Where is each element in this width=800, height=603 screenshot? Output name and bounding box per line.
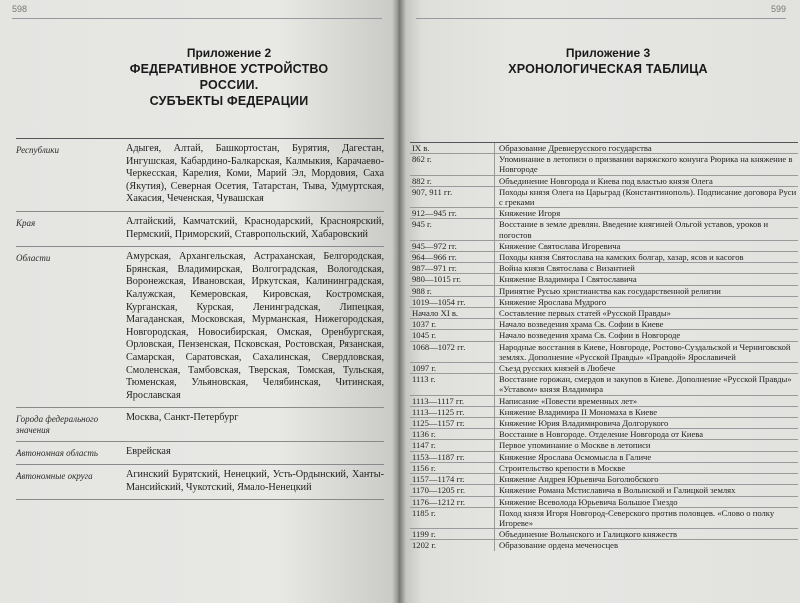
chronology-date: 907, 911 гг. xyxy=(412,186,453,197)
subject-list: Адыгея, Алтай, Башкортостан, Бурятия, Дагестан, Ингушская, Кабардино-Балкарская, Калмыкия, Карачаево-Черкесская, Карелия, Коми, Марий Эл, Мордовия, Саха (Якутия), Северная Осетия, Татарстан, Тыва, Удмуртская, Хакасия, Чеченская, Чувашская xyxy=(126,143,384,205)
left-heading xyxy=(120,46,338,109)
subject-list: Алтайский, Камчатский, Краснодарский, Красноярский, Пермский, Приморский, Ставропольский, Хабаровский xyxy=(126,215,384,240)
chronology-event: Составление первых статей «Русской Правды» xyxy=(494,308,798,318)
show-through-text xyxy=(14,22,16,33)
chronology-date: 1037 г. xyxy=(412,319,437,330)
chronology-event: Княжение Святослава Игоревича xyxy=(494,241,798,251)
chronology-event: Образование ордена меченосцев xyxy=(494,540,798,550)
table-row xyxy=(410,395,798,406)
chronology-date: 882 г. xyxy=(412,175,432,186)
appendix-2-title-line1: ФЕДЕРАТИВНОЕ УСТРОЙСТВО РОССИИ. xyxy=(129,62,329,92)
table-row xyxy=(410,484,798,495)
chronology-event: Восстание в земле древлян. Введение княгиней Ольгой уставов, уроков и погостов xyxy=(494,219,798,239)
chronology-event: Походы князя Святослава на камских болгар, хазар, ясов и касогов xyxy=(494,252,798,262)
table-row xyxy=(410,175,798,186)
chronology-date: 945 г. xyxy=(412,219,432,230)
chronology-date: 1019—1054 гг. xyxy=(412,296,466,307)
chronology-date: 1153—1187 гг. xyxy=(412,451,465,462)
chronology-date: 964—966 гг. xyxy=(412,252,457,263)
subject-category: Области xyxy=(16,253,51,264)
appendix-3-label: Приложение 3 xyxy=(565,46,651,60)
appendix-3-title: ХРОНОЛОГИЧЕСКАЯ ТАБЛИЦА xyxy=(508,62,708,76)
subject-list: Амурская, Архангельская, Астраханская, Белгородская, Брянская, Владимирская, Волгоградская, Вологодская, Воронежская, Ивановская, Иркутская, Калининградская, Калужская, Кемеровская, Кировская, Костромская, Курганская, Курская, Ленинградская, Липецкая, Магаданская, Московская, Мурманская, Нижегородская, Новгородская, Новосибирская, Омская, Оренбургская, Орловская, Пензенская, Псковская, Ростовская, Рязанская, Самарская, Саратовская, Сахалинская, Свердловская, Смоленская, Тамбовская, Тверская, Томская, Тульская, Тюменская, Ульяновская, Челябинская, Читинская, Ярославская xyxy=(126,251,384,401)
chronology-date: 945—972 гг. xyxy=(412,240,457,251)
table-row xyxy=(410,251,798,262)
chronology-event: Поход князя Игоря Новгород-Северского против половцев. «Слово о полку Игореве» xyxy=(494,508,798,528)
table-row xyxy=(410,307,798,318)
chronology-event: Начало возведения храма Св. Софии в Новгороде xyxy=(494,330,798,340)
chronology-event: Принятие Русью христианства как государственной религии xyxy=(494,286,798,296)
table-row xyxy=(16,138,384,211)
chronology-event: Упоминание в летописи о призвании варяжского конунга Рюрика на княжение в Новгороде xyxy=(494,154,798,174)
chronology-event: Княжение Владимира I Святославича xyxy=(494,274,798,284)
federation-subjects-table xyxy=(16,138,384,500)
chronology-date: 1170—1205 гг. xyxy=(412,485,466,496)
table-row xyxy=(410,439,798,450)
chronology-date: 987—971 гг. xyxy=(412,263,457,274)
chronology-event: Княжение Андрея Юрьевича Боголюбского xyxy=(494,474,798,484)
table-row xyxy=(410,240,798,251)
chronology-event: Княжение Игоря xyxy=(494,208,798,218)
chronology-event: Княжение Ярослава Мудрого xyxy=(494,297,798,307)
table-row xyxy=(410,142,798,153)
chronology-date: 1113 г. xyxy=(412,374,436,385)
chronology-date: 1045 г. xyxy=(412,330,437,341)
chronology-date: 1113—1125 гг. xyxy=(412,406,465,417)
chronology-date: 912—945 гг. xyxy=(412,208,457,219)
chronology-date: 1097 г. xyxy=(412,363,437,374)
chronology-date: 1113—1117 гг. xyxy=(412,395,465,406)
subject-category: Автономная область xyxy=(16,448,98,459)
chronology-event: Война князя Святослава с Византией xyxy=(494,263,798,273)
chronology-date: 1156 г. xyxy=(412,462,436,473)
chronology-event: Написание «Повести временных лет» xyxy=(494,396,798,406)
chronology-date: 1125—1157 гг. xyxy=(412,418,465,429)
subject-category: Города федерального значения xyxy=(16,414,99,436)
table-row xyxy=(16,211,384,246)
chronology-date: 1136 г. xyxy=(412,429,436,440)
chronology-date: 1068—1072 гг. xyxy=(412,341,466,352)
chronology-event: Съезд русских князей в Любече xyxy=(494,363,798,373)
subject-list: Агинский Бурятский, Ненецкий, Усть-Ордынский, Ханты-Мансийский, Чукотский, Ямало-Ненецкий xyxy=(126,469,384,493)
table-row xyxy=(16,246,384,407)
left-page xyxy=(0,0,398,603)
table-row xyxy=(410,528,798,539)
appendix-2-label: Приложение 2 xyxy=(186,46,272,60)
chronology-date: 988 г. xyxy=(412,285,432,296)
subject-category: Республики xyxy=(16,145,59,155)
table-row xyxy=(16,407,384,441)
subject-list: Москва, Санкт-Петербург xyxy=(126,412,239,424)
table-row xyxy=(16,441,384,464)
table-row xyxy=(410,462,798,473)
chronology-event: Объединение Новгорода и Киева под властью князя Олега xyxy=(494,176,798,186)
chronology-event: Восстание в Новгороде. Отделение Новгорода от Киева xyxy=(494,429,798,439)
table-row xyxy=(410,496,798,507)
table-row xyxy=(410,318,798,329)
chronology-event: Первое упоминание о Москве в летописи xyxy=(494,440,798,450)
table-row xyxy=(410,218,798,239)
table-row xyxy=(410,406,798,417)
table-row xyxy=(410,428,798,439)
chronology-date: Начало XI в. xyxy=(412,308,459,319)
table-row xyxy=(410,341,798,362)
chronology-date: 1199 г. xyxy=(412,529,436,540)
table-row xyxy=(410,186,798,207)
table-row xyxy=(410,539,798,550)
chronology-event: Походы князя Олега на Царьград (Константинополь). Подписание договора Руси с греками xyxy=(494,187,798,207)
table-row xyxy=(410,451,798,462)
table-row xyxy=(410,329,798,340)
chronology-date: 862 г. xyxy=(412,154,432,165)
right-page-number: 599 xyxy=(770,4,786,14)
table-row xyxy=(410,362,798,373)
table-row xyxy=(16,464,384,500)
chronology-date: 1185 г. xyxy=(412,507,436,518)
chronology-table xyxy=(410,142,798,551)
subject-category: Края xyxy=(16,217,36,228)
right-heading xyxy=(498,46,718,77)
table-row xyxy=(410,153,798,174)
chronology-event: Княжение Владимира II Мономаха в Киеве xyxy=(494,407,798,417)
chronology-event: Строительство крепости в Москве xyxy=(494,463,798,473)
subject-list: Еврейская xyxy=(126,446,171,458)
chronology-event: Княжение Всеволода Юрьевича Большое Гнездо xyxy=(494,497,798,507)
chronology-event: Восстание горожан, смердов и закупов в Киеве. Дополнение «Русской Правды» «Уставом» князя Владимира xyxy=(494,374,798,394)
table-row xyxy=(410,296,798,307)
table-row xyxy=(410,507,798,528)
chronology-event: Народные восстания в Киеве, Новгороде, Ростово-Суздальской и Черниговской землях. Дополнение «Русской Правды» «Правдой» Ярославичей xyxy=(494,342,798,362)
left-running-head xyxy=(12,2,382,19)
right-page xyxy=(398,0,800,603)
chronology-date: 1176—1212 гг. xyxy=(412,496,466,507)
chronology-date: 980—1015 гг. xyxy=(412,274,462,285)
chronology-date: 1157—1174 гг. xyxy=(412,474,465,485)
chronology-event: Княжение Юрия Владимировича Долгорукого xyxy=(494,418,798,428)
chronology-event: Образование Древнерусского государства xyxy=(494,143,798,153)
left-page-number: 598 xyxy=(12,4,28,14)
table-row xyxy=(410,285,798,296)
table-row xyxy=(410,262,798,273)
table-row xyxy=(410,373,798,394)
table-row xyxy=(410,473,798,484)
right-running-head xyxy=(416,2,786,19)
table-row xyxy=(410,207,798,218)
chronology-event: Княжение Романа Мстиславича в Волынской и Галицкой землях xyxy=(494,485,798,495)
table-row xyxy=(410,417,798,428)
chronology-date: 1147 г. xyxy=(412,440,436,451)
chronology-event: Начало возведения храма Св. Софии в Киеве xyxy=(494,319,798,329)
chronology-event: Княжение Ярослава Осмомысла в Галиче xyxy=(494,452,798,462)
book-gutter xyxy=(392,0,406,603)
chronology-event: Объединение Волынского и Галицкого княжеств xyxy=(494,529,798,539)
chronology-date: 1202 г. xyxy=(412,540,437,551)
subject-category: Автономные округа xyxy=(16,471,93,482)
chronology-date: IX в. xyxy=(412,143,430,153)
appendix-2-title-line2: СУБЪЕКТЫ ФЕДЕРАЦИИ xyxy=(149,94,309,108)
table-row xyxy=(410,273,798,284)
